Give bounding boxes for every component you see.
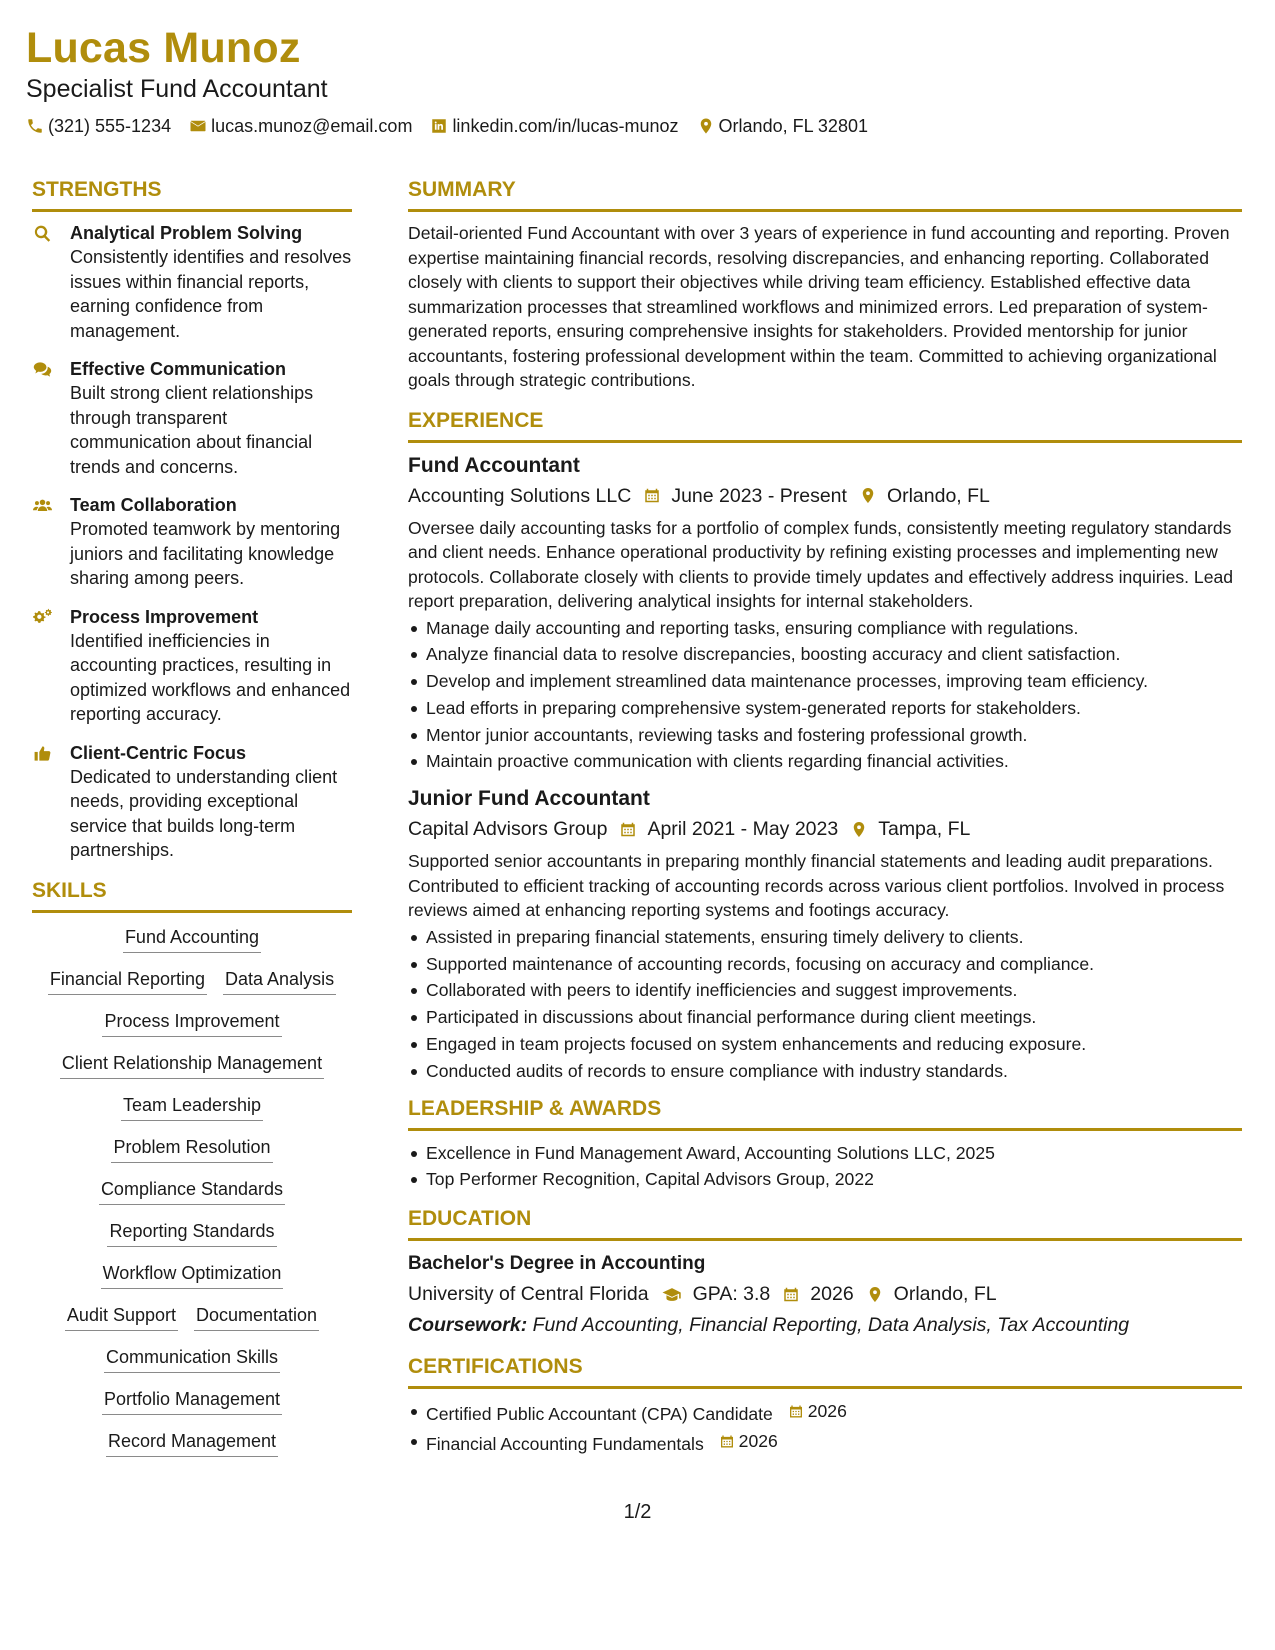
strength-item bbox=[32, 221, 352, 343]
strength-desc: Identified inefficiencies in accounting practices, resulting in optimized workflows and enhanced reporting accuracy. bbox=[70, 630, 351, 724]
job-company: Accounting Solutions LLC bbox=[408, 484, 632, 507]
thumbs-up-icon bbox=[32, 744, 53, 763]
search-icon bbox=[32, 224, 53, 243]
list-item: Excellence in Fund Management Award, Accounting Solutions LLC, 2025 bbox=[408, 1140, 1242, 1167]
skill-tag: Workflow Optimization bbox=[101, 1258, 284, 1289]
map-pin-icon bbox=[866, 1285, 884, 1304]
graduation-cap-icon bbox=[661, 1285, 683, 1304]
certifications-heading: CERTIFICATIONS bbox=[408, 1355, 583, 1379]
skill-tag: Fund Accounting bbox=[123, 922, 261, 953]
envelope-icon bbox=[189, 117, 207, 135]
section-divider bbox=[408, 440, 1242, 443]
certification-name: Certified Public Accountant (CPA) Candidate bbox=[426, 1404, 773, 1425]
skill-tag: Communication Skills bbox=[104, 1342, 280, 1373]
section-divider bbox=[32, 209, 352, 212]
right-column bbox=[408, 176, 1242, 1458]
strength-desc: Consistently identifies and resolves issues within financial reports, earning confidence from management. bbox=[70, 247, 352, 341]
skill-tag: Compliance Standards bbox=[99, 1174, 285, 1205]
linkedin-icon bbox=[430, 117, 448, 135]
calendar-icon bbox=[643, 486, 661, 505]
calendar-icon bbox=[719, 1433, 735, 1450]
job-position: Fund Accountant bbox=[408, 453, 580, 477]
strength-title: Process Improvement bbox=[70, 606, 259, 627]
list-item: Supported maintenance of accounting records, focusing on accuracy and compliance. bbox=[408, 951, 1242, 978]
skill-tag: Audit Support bbox=[65, 1300, 178, 1331]
location-text: Orlando, FL 32801 bbox=[718, 116, 868, 136]
map-pin-icon bbox=[859, 486, 877, 505]
job-position: Junior Fund Accountant bbox=[408, 787, 650, 811]
strength-item bbox=[32, 605, 352, 727]
coursework-label: Coursework: bbox=[408, 1314, 528, 1337]
skill-tag: Reporting Standards bbox=[107, 1216, 276, 1247]
strength-item bbox=[32, 741, 352, 863]
calendar-icon bbox=[788, 1403, 804, 1420]
strength-desc: Promoted teamwork by mentoring juniors and facilitating knowledge sharing among peers. bbox=[70, 519, 341, 588]
skills-heading: SKILLS bbox=[32, 878, 107, 902]
certifications-list bbox=[408, 1398, 1242, 1457]
coursework bbox=[408, 1311, 1242, 1339]
job-location: Tampa, FL bbox=[878, 818, 971, 841]
contact-phone bbox=[26, 114, 171, 138]
contact-linkedin[interactable] bbox=[430, 114, 678, 138]
list-item: Develop and implement streamlined data maintenance processes, improving team efficiency. bbox=[408, 668, 1242, 695]
list-item bbox=[408, 1428, 1242, 1458]
skill-tag: Data Analysis bbox=[223, 964, 336, 995]
candidate-name: Lucas Munoz bbox=[26, 24, 301, 72]
experience-heading: EXPERIENCE bbox=[408, 408, 544, 432]
map-pin-icon bbox=[697, 117, 715, 135]
map-pin-icon bbox=[850, 820, 868, 839]
linkedin-text: linkedin.com/in/lucas-munoz bbox=[452, 116, 679, 136]
job-description: Oversee daily accounting tasks for a portfolio of complex funds, consistently meeting regulatory standards and client needs. Enhance operational productivity by refining existing processes and implementing new protocols. Collaborate closely with clients to provide timely updates and effectively address inquiries. Lead report preparation, delivering analytical insights for internal stakeholders. bbox=[408, 517, 1234, 611]
job-company: Capital Advisors Group bbox=[408, 818, 608, 841]
section-divider bbox=[408, 209, 1242, 212]
summary-heading: SUMMARY bbox=[408, 178, 516, 201]
strengths-heading: STRENGTHS bbox=[32, 178, 162, 201]
degree-title: Bachelor's Degree in Accounting bbox=[408, 1253, 706, 1275]
left-column bbox=[32, 176, 352, 1468]
email-text: lucas.munoz@email.com bbox=[211, 116, 413, 136]
skill-tag: Financial Reporting bbox=[48, 964, 207, 995]
contact-email[interactable] bbox=[189, 114, 412, 138]
job-description: Supported senior accountants in preparing monthly financial statements and leading audit preparations. Contributed to efficient tracking of accounting records across various client portfolios. Involved in process reviews aimed at enhancing reporting systems and footings accuracy. bbox=[408, 851, 1225, 921]
job-entry bbox=[408, 785, 1242, 1084]
phone-text: (321) 555-1234 bbox=[48, 116, 172, 136]
strength-desc: Dedicated to understanding client needs, providing exceptional service that builds long-term partnerships. bbox=[70, 766, 338, 860]
graduation-year: 2026 bbox=[810, 1283, 854, 1306]
job-location: Orlando, FL bbox=[886, 484, 990, 507]
list-item: Participated in discussions about financial performance during client meetings. bbox=[408, 1004, 1242, 1031]
calendar-icon bbox=[782, 1285, 800, 1304]
page-number: 1/2 bbox=[623, 1501, 652, 1523]
list-item: Top Performer Recognition, Capital Advisors Group, 2022 bbox=[408, 1166, 1242, 1193]
list-item: Engaged in team projects focused on system enhancements and reducing exposure. bbox=[408, 1031, 1242, 1058]
skill-tag: Record Management bbox=[106, 1426, 278, 1457]
school-name: University of Central Florida bbox=[408, 1283, 649, 1306]
strength-desc: Built strong client relationships through transparent communication about financial trends and concerns. bbox=[70, 383, 314, 477]
section-divider bbox=[408, 1128, 1242, 1131]
education-meta bbox=[408, 1280, 1242, 1308]
users-icon bbox=[32, 496, 53, 515]
job-meta bbox=[408, 815, 1242, 843]
list-item: Manage daily accounting and reporting tasks, ensuring compliance with regulations. bbox=[408, 615, 1242, 642]
job-dates: June 2023 - Present bbox=[671, 484, 847, 507]
certification-year: 2026 bbox=[807, 1401, 847, 1422]
strength-title: Effective Communication bbox=[70, 359, 287, 379]
job-dates: April 2021 - May 2023 bbox=[647, 818, 839, 841]
skill-tag: Client Relationship Management bbox=[60, 1048, 324, 1079]
skill-tag: Process Improvement bbox=[102, 1006, 281, 1037]
resume-header bbox=[26, 22, 1249, 138]
strength-item bbox=[32, 493, 352, 591]
job-bullets bbox=[408, 924, 1242, 1085]
comments-icon bbox=[32, 360, 53, 379]
section-divider bbox=[408, 1386, 1242, 1389]
strength-title: Client-Centric Focus bbox=[70, 742, 247, 763]
job-meta bbox=[408, 482, 1242, 510]
school-location: Orlando, FL bbox=[893, 1283, 997, 1306]
list-item: Assisted in preparing financial statements, ensuring timely delivery to clients. bbox=[408, 924, 1242, 951]
skill-tag: Team Leadership bbox=[121, 1090, 263, 1121]
coursework-list: Fund Accounting, Financial Reporting, Data Analysis, Tax Accounting bbox=[532, 1314, 1130, 1337]
summary-text: Detail-oriented Fund Accountant with over 3 years of experience in fund accounting and reporting. Proven expertise maintaining financial records, resolving discrepancies, and enhancing reporting. Collaborated closely with clients to support their objectives while driving team efficiency. Established effective data summarization processes that streamlined workflows and minimized errors. Led preparation of system-generated reports, ensuring comprehensive insights for stakeholders. Provided mentorship for junior accountants, fostering professional development within the team. Committed to achieving organizational goals through strategic contributions. bbox=[408, 223, 1230, 390]
section-divider bbox=[408, 1238, 1242, 1241]
list-item: Maintain proactive communication with clients regarding financial activities. bbox=[408, 748, 1242, 775]
contact-location bbox=[697, 114, 868, 138]
skills-list bbox=[32, 922, 352, 1457]
contact-bar bbox=[26, 114, 1249, 138]
list-item: Conducted audits of records to ensure compliance with industry standards. bbox=[408, 1058, 1242, 1085]
section-divider bbox=[32, 910, 352, 913]
list-item: Mentor junior accountants, reviewing tasks and fostering professional growth. bbox=[408, 722, 1242, 749]
list-item bbox=[408, 1398, 1242, 1428]
certification-name: Financial Accounting Fundamentals bbox=[426, 1433, 704, 1454]
phone-icon bbox=[26, 117, 44, 135]
gears-icon bbox=[32, 608, 53, 627]
job-bullets bbox=[408, 615, 1242, 776]
list-item: Lead efforts in preparing comprehensive system-generated reports for stakeholders. bbox=[408, 695, 1242, 722]
job-title: Specialist Fund Accountant bbox=[26, 75, 328, 103]
awards-heading: LEADERSHIP & AWARDS bbox=[408, 1096, 662, 1120]
skill-tag: Problem Resolution bbox=[111, 1132, 272, 1163]
job-entry bbox=[408, 452, 1242, 776]
education-heading: EDUCATION bbox=[408, 1207, 532, 1231]
list-item: Analyze financial data to resolve discrepancies, boosting accuracy and client satisfaction. bbox=[408, 641, 1242, 668]
list-item: Collaborated with peers to identify inefficiencies and suggest improvements. bbox=[408, 977, 1242, 1004]
strength-title: Team Collaboration bbox=[70, 495, 237, 515]
calendar-icon bbox=[619, 820, 637, 839]
awards-list bbox=[408, 1140, 1242, 1194]
skill-tag: Portfolio Management bbox=[102, 1384, 282, 1415]
strength-title: Analytical Problem Solving bbox=[70, 223, 303, 243]
strength-item bbox=[32, 357, 352, 479]
skill-tag: Documentation bbox=[194, 1300, 319, 1331]
gpa-text: GPA: 3.8 bbox=[692, 1283, 771, 1306]
certification-year: 2026 bbox=[738, 1430, 778, 1451]
